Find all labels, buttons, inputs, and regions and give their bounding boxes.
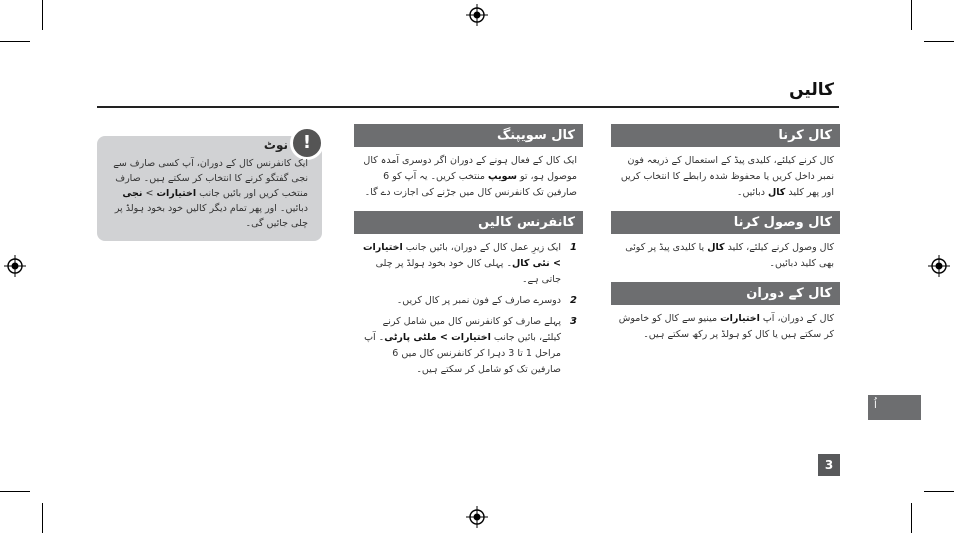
page-title: کالیں: [789, 80, 834, 100]
during-call-text-pre: کال کے دوران، آپ: [759, 313, 834, 324]
note-body-pre: ایک کانفرنس کال کے دوران، آپ کسی صارف سے نجی گفتگو کرنے کا انتخاب کر سکتے ہیں۔ صارف منتخب کریں اور بائیں جانب: [113, 158, 308, 199]
during-call-text: [611, 305, 840, 343]
make-call-text-post: دبائیں۔: [736, 187, 768, 198]
registration-mark-icon: [466, 506, 488, 528]
page-number: 3: [818, 454, 840, 476]
step-text-bold: اختیارات > نئی کال: [363, 242, 561, 269]
note-body: [107, 156, 308, 231]
right-column: [611, 124, 840, 343]
step-number: 2: [570, 295, 577, 306]
crop-mark: [0, 41, 30, 42]
note-title: نوٹ: [263, 138, 288, 152]
crop-mark: [924, 41, 954, 42]
list-item: [360, 293, 577, 309]
receive-call-text-pre: کال وصول کرنے کیلئے، کلید: [724, 242, 834, 253]
crop-mark: [911, 0, 912, 30]
receive-call-text: [611, 234, 840, 272]
call-swapping-text-bold: سویپ: [488, 171, 517, 182]
make-call-text-bold: کال: [767, 187, 786, 198]
note-body-bold: اختیارات: [156, 188, 197, 199]
section-heading-call-swapping: کال سویپنگ: [354, 124, 583, 147]
conference-steps: [354, 234, 583, 378]
exclamation-icon: !: [290, 126, 324, 160]
step-text-post: ۔ پہلی کال خود بخود ہولڈ پر چلی جاتی ہے۔: [375, 258, 561, 285]
receive-call-text-bold: کال: [707, 242, 725, 253]
list-item: [360, 240, 577, 288]
note-body-mid: >: [142, 188, 157, 199]
registration-mark-icon: [928, 255, 950, 277]
crop-mark: [0, 491, 30, 492]
chapter-side-tab: [868, 395, 921, 420]
step-text-pre: ایک زیرِ عمل کال کے دوران، بائیں جانب: [402, 242, 561, 253]
during-call-text-bold: اختیارات: [720, 313, 760, 324]
crop-mark: [42, 0, 43, 30]
call-swapping-text: [354, 147, 583, 201]
step-number: 1: [570, 242, 577, 253]
step-number: 3: [570, 316, 577, 327]
note-box: [97, 132, 322, 241]
step-text-bold: اختیارات > ملٹی پارٹی: [384, 332, 491, 343]
side-tab-label: اُ: [874, 400, 877, 411]
middle-column: [354, 124, 583, 383]
section-heading-make-call: کال کرنا: [611, 124, 840, 147]
crop-mark: [42, 503, 43, 533]
make-call-text-pre: کال کرنے کیلئے، کلیدی پیڈ کے استعمال کے ذریعہ فون نمبر داخل کریں یا محفوظ شدہ رابطے کا انتخاب کریں اور پھر کلید: [620, 155, 834, 198]
registration-mark-icon: [4, 255, 26, 277]
section-heading-receive-call: کال وصول کرنا: [611, 211, 840, 234]
crop-mark: [924, 491, 954, 492]
title-divider: [97, 106, 839, 108]
call-swapping-text-post: منتخب کریں۔ یہ آپ کو 6 صارفین تک کانفرنس کال میں جڑنے کی اجازت دے گا۔: [364, 171, 577, 198]
crop-mark: [911, 503, 912, 533]
note-body-bold: نجی: [122, 188, 143, 199]
section-heading-during-call: کال کے دوران: [611, 282, 840, 305]
step-text-post: ۔ آپ مراحل 1 تا 3 دہرا کر کانفرنس کال میں 6 صارفین تک کو شامل کر سکتے ہیں۔: [364, 332, 561, 375]
receive-call-text-mid: یا کلیدی پیڈ پر کوئی بھی کلید دبائیں۔: [625, 242, 834, 269]
step-text-pre: پہلے صارف کو کانفرنس کال میں شامل کرنے کیلئے، بائیں جانب: [382, 316, 561, 343]
step-text-pre: دوسرے صارف کے فون نمبر پر کال کریں۔: [396, 295, 561, 306]
note-body-post: دبائیں۔ اور پھر تمام دیگر کالیں خود بخود ہولڈ پر چلی جائیں گی۔: [114, 203, 308, 229]
make-call-text: [611, 147, 840, 201]
list-item: [360, 314, 577, 378]
registration-mark-icon: [466, 4, 488, 26]
call-swapping-text-pre: ایک کال کے فعال ہونے کے دوران اگر دوسری آمدہ کال موصول ہو، تو: [363, 155, 577, 182]
during-call-text-post: مینیو سے کال کو خاموش کر سکتے ہیں یا کال کو ہولڈ پر رکھ سکتے ہیں۔: [618, 313, 834, 340]
section-heading-conference-call: کانفرنس کالیں: [354, 211, 583, 234]
